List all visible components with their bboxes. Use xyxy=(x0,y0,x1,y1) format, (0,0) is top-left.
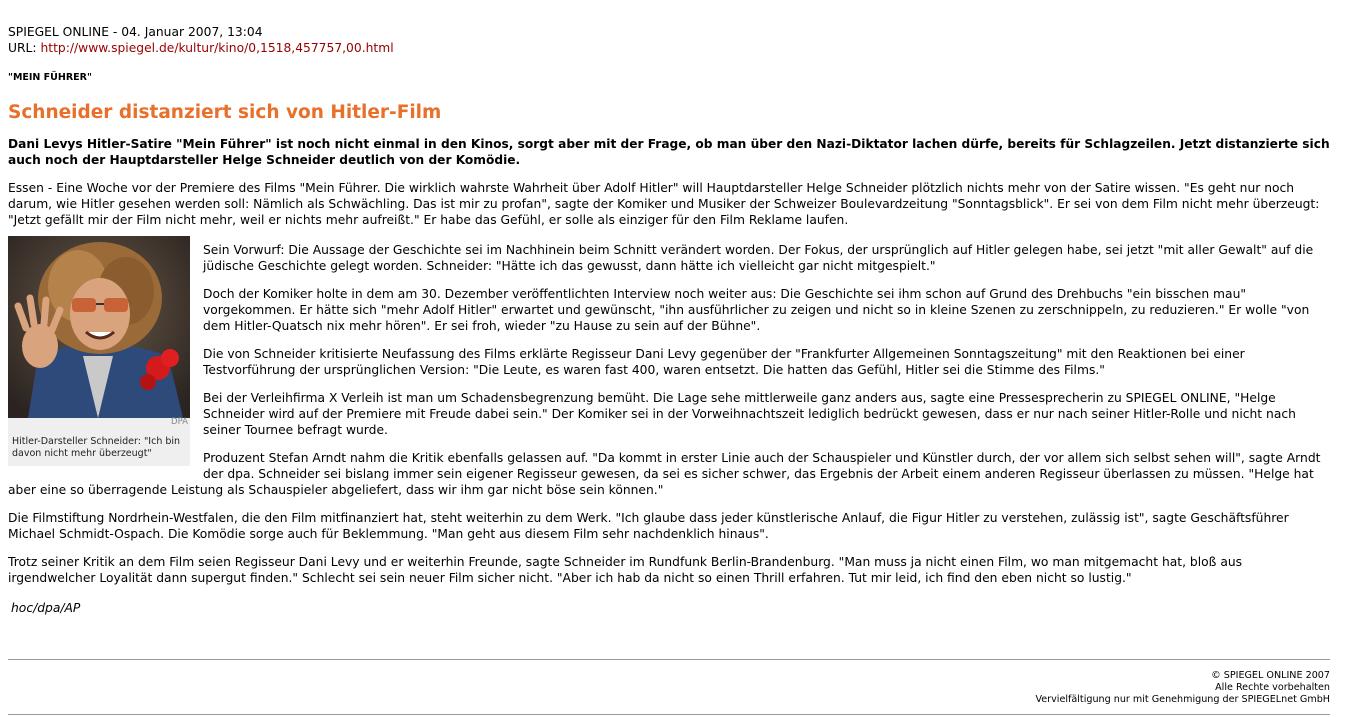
paragraph-7: Die Filmstiftung Nordrhein-Westfalen, die den Film mitfinanziert hat, steht weiterhin zu dem Werk. "Ich glaube dass jeder künstlerische Anlauf, die Figur Hitler zu verstehen, zulässig ist", sagte Geschäftsführer Michael Schmidt-Ospach. Die Komödie sorge auch für Beklemmung. "Man geht aus diesem Film sehr nachdenklich hinaus". xyxy=(8,511,1289,541)
paragraph-8: Trotz seiner Kritik an dem Film seien Regisseur Dani Levy und er weiterhin Freunde, sagte Schneider im Rundfunk Berlin-Brandenburg. "Man muss ja nicht einen Film, wo man mitgemacht hat, bloß aus irgendwelcher Loyalität dann supergut finden." Schlecht sei sein neuer Film sicher nicht. "Aber ich hab da nicht so einen Thrill erfahren. Tut mir leid, ich find den eben nicht so lustig." xyxy=(8,555,1243,585)
author-signature: hoc/dpa/AP xyxy=(11,601,81,615)
paragraph-4: Die von Schneider kritisierte Neufassung des Films erklärte Regisseur Dani Levy gegenüber der "Frankfurter Allgemeinen Sonntagszeitung" mit den Reaktionen bei einer Testvorführung der ursprünglichen Version: "Die Leute, es waren fast 400, waren entsetzt. Die hatten das Gefühl, Hitler sei die Stimme des Films." xyxy=(203,347,1245,377)
article-url-link[interactable]: http://www.spiegel.de/kultur/kino/0,1518,457757,00.html xyxy=(40,41,394,55)
paragraph-2: Sein Vorwurf: Die Aussage der Geschichte sei im Nachhinein beim Schnitt verändert worden. Der Fokus, der ursprünglich auf Hitler gelegen habe, sei jetzt "mit aller Gewalt" auf die jüdische Geschichte gelegt worden. Schneider: "Hätte ich das gewusst, dann hätte ich vielleicht gar nicht mitgespielt." xyxy=(203,243,1314,273)
url-label: URL: xyxy=(8,41,37,55)
kicker: "MEIN FÜHRER" xyxy=(8,72,92,83)
article-photo xyxy=(8,236,190,418)
footer-copyright: © SPIEGEL ONLINE 2007 xyxy=(1211,670,1330,681)
source-line: SPIEGEL ONLINE - 04. Januar 2007, 13:04 xyxy=(8,25,263,39)
article-page xyxy=(8,24,1330,616)
lead-paragraph: Dani Levys Hitler-Satire "Mein Führer" ist noch nicht einmal in den Kinos, sorgt aber mit der Frage, ob man über den Nazi-Diktator lachen dürfe, bereits für Schlagzeilen. Jetzt distanzierte sich auch noch der Hauptdarsteller Helge Schneider deutlich von der Komödie. xyxy=(8,137,1330,167)
headline: Schneider distanziert sich von Hitler-Film xyxy=(8,102,442,123)
photo-credit: DPA xyxy=(171,417,188,427)
footer-rights: Alle Rechte vorbehalten xyxy=(1215,682,1330,693)
footer-bottom-divider xyxy=(8,714,1330,715)
footer-top-divider xyxy=(8,659,1330,660)
paragraph-5: Bei der Verleihfirma X Verleih ist man um Schadensbegrenzung bemüht. Die Lage sehe mittlerweile ganz anders aus, sagte eine Pressesprecherin zu SPIEGEL ONLINE, "Helge Schneider wird auf der Premiere mit Freude dabei sein." Der Komiker sei in der Vorweihnachtszeit lediglich bedrückt gewesen, dass er nur nach seiner Hitler-Rolle und nicht nach seiner Tournee befragt wurde. xyxy=(203,391,1296,437)
footer-reproduction: Vervielfältigung nur mit Genehmigung der SPIEGELnet GmbH xyxy=(1035,694,1330,705)
url-line xyxy=(8,40,1330,56)
footer xyxy=(1035,670,1330,706)
photo-caption: Hitler-Darsteller Schneider: "Ich bin davon nicht mehr überzeugt" xyxy=(12,436,181,459)
paragraph-3: Doch der Komiker holte in dem am 30. Dezember veröffentlichten Interview noch weiter aus: Die Geschichte sei ihm schon auf Grund des Drehbuchs "ein bisschen mau" vorgekommen. Er hätte sich "mehr Adolf Hitler" erwartet und gewünscht, "ihn ausführlicher zu zeigen und nicht so in kleine Szenen zu zerschnippeln, zu reduzieren." Er wolle "von dem Hitler-Quatsch nix mehr hören". Er sei froh, wieder "zu Hause zu sein auf der Bühne". xyxy=(203,287,1310,333)
paragraph-1: Essen - Eine Woche vor der Premiere des Films "Mein Führer. Die wirklich wahrste Wahrheit über Adolf Hitler" will Hauptdarsteller Helge Schneider plötzlich nichts mehr von der Satire wissen. "Es geht nur noch darum, wie Hitler gesehen werden soll: Nämlich als Schwächling. Das ist mir zu profan", sagte der Komiker und Musiker der Schweizer Boulevardzeitung "Sonntagsblick". Er sei von dem Film nicht mehr überzeugt: "Jetzt gefällt mir der Film nicht mehr, weil er nichts mehr aufreißt." Er habe das Gefühl, er solle als einziger für den Film Reklame laufen. xyxy=(8,181,1320,227)
article-figure xyxy=(8,236,190,466)
paragraph-6: Produzent Stefan Arndt nahm die Kritik ebenfalls gelassen auf. "Da kommt in erster Linie auch der Schauspieler und Künstler durch, der vor allem sich selbst sehen will", sagte Arndt der dpa. Schneider sei bislang immer sein eigener Regisseur gewesen, da sei es sicher schwer, das Ergebnis der Arbeit einem anderen Regisseur überlassen zu müssen. "Helge hat aber eine so überragende Leistung als Schauspieler abgeliefert, dass wir ihm gar nicht böse sein können." xyxy=(8,451,1321,497)
